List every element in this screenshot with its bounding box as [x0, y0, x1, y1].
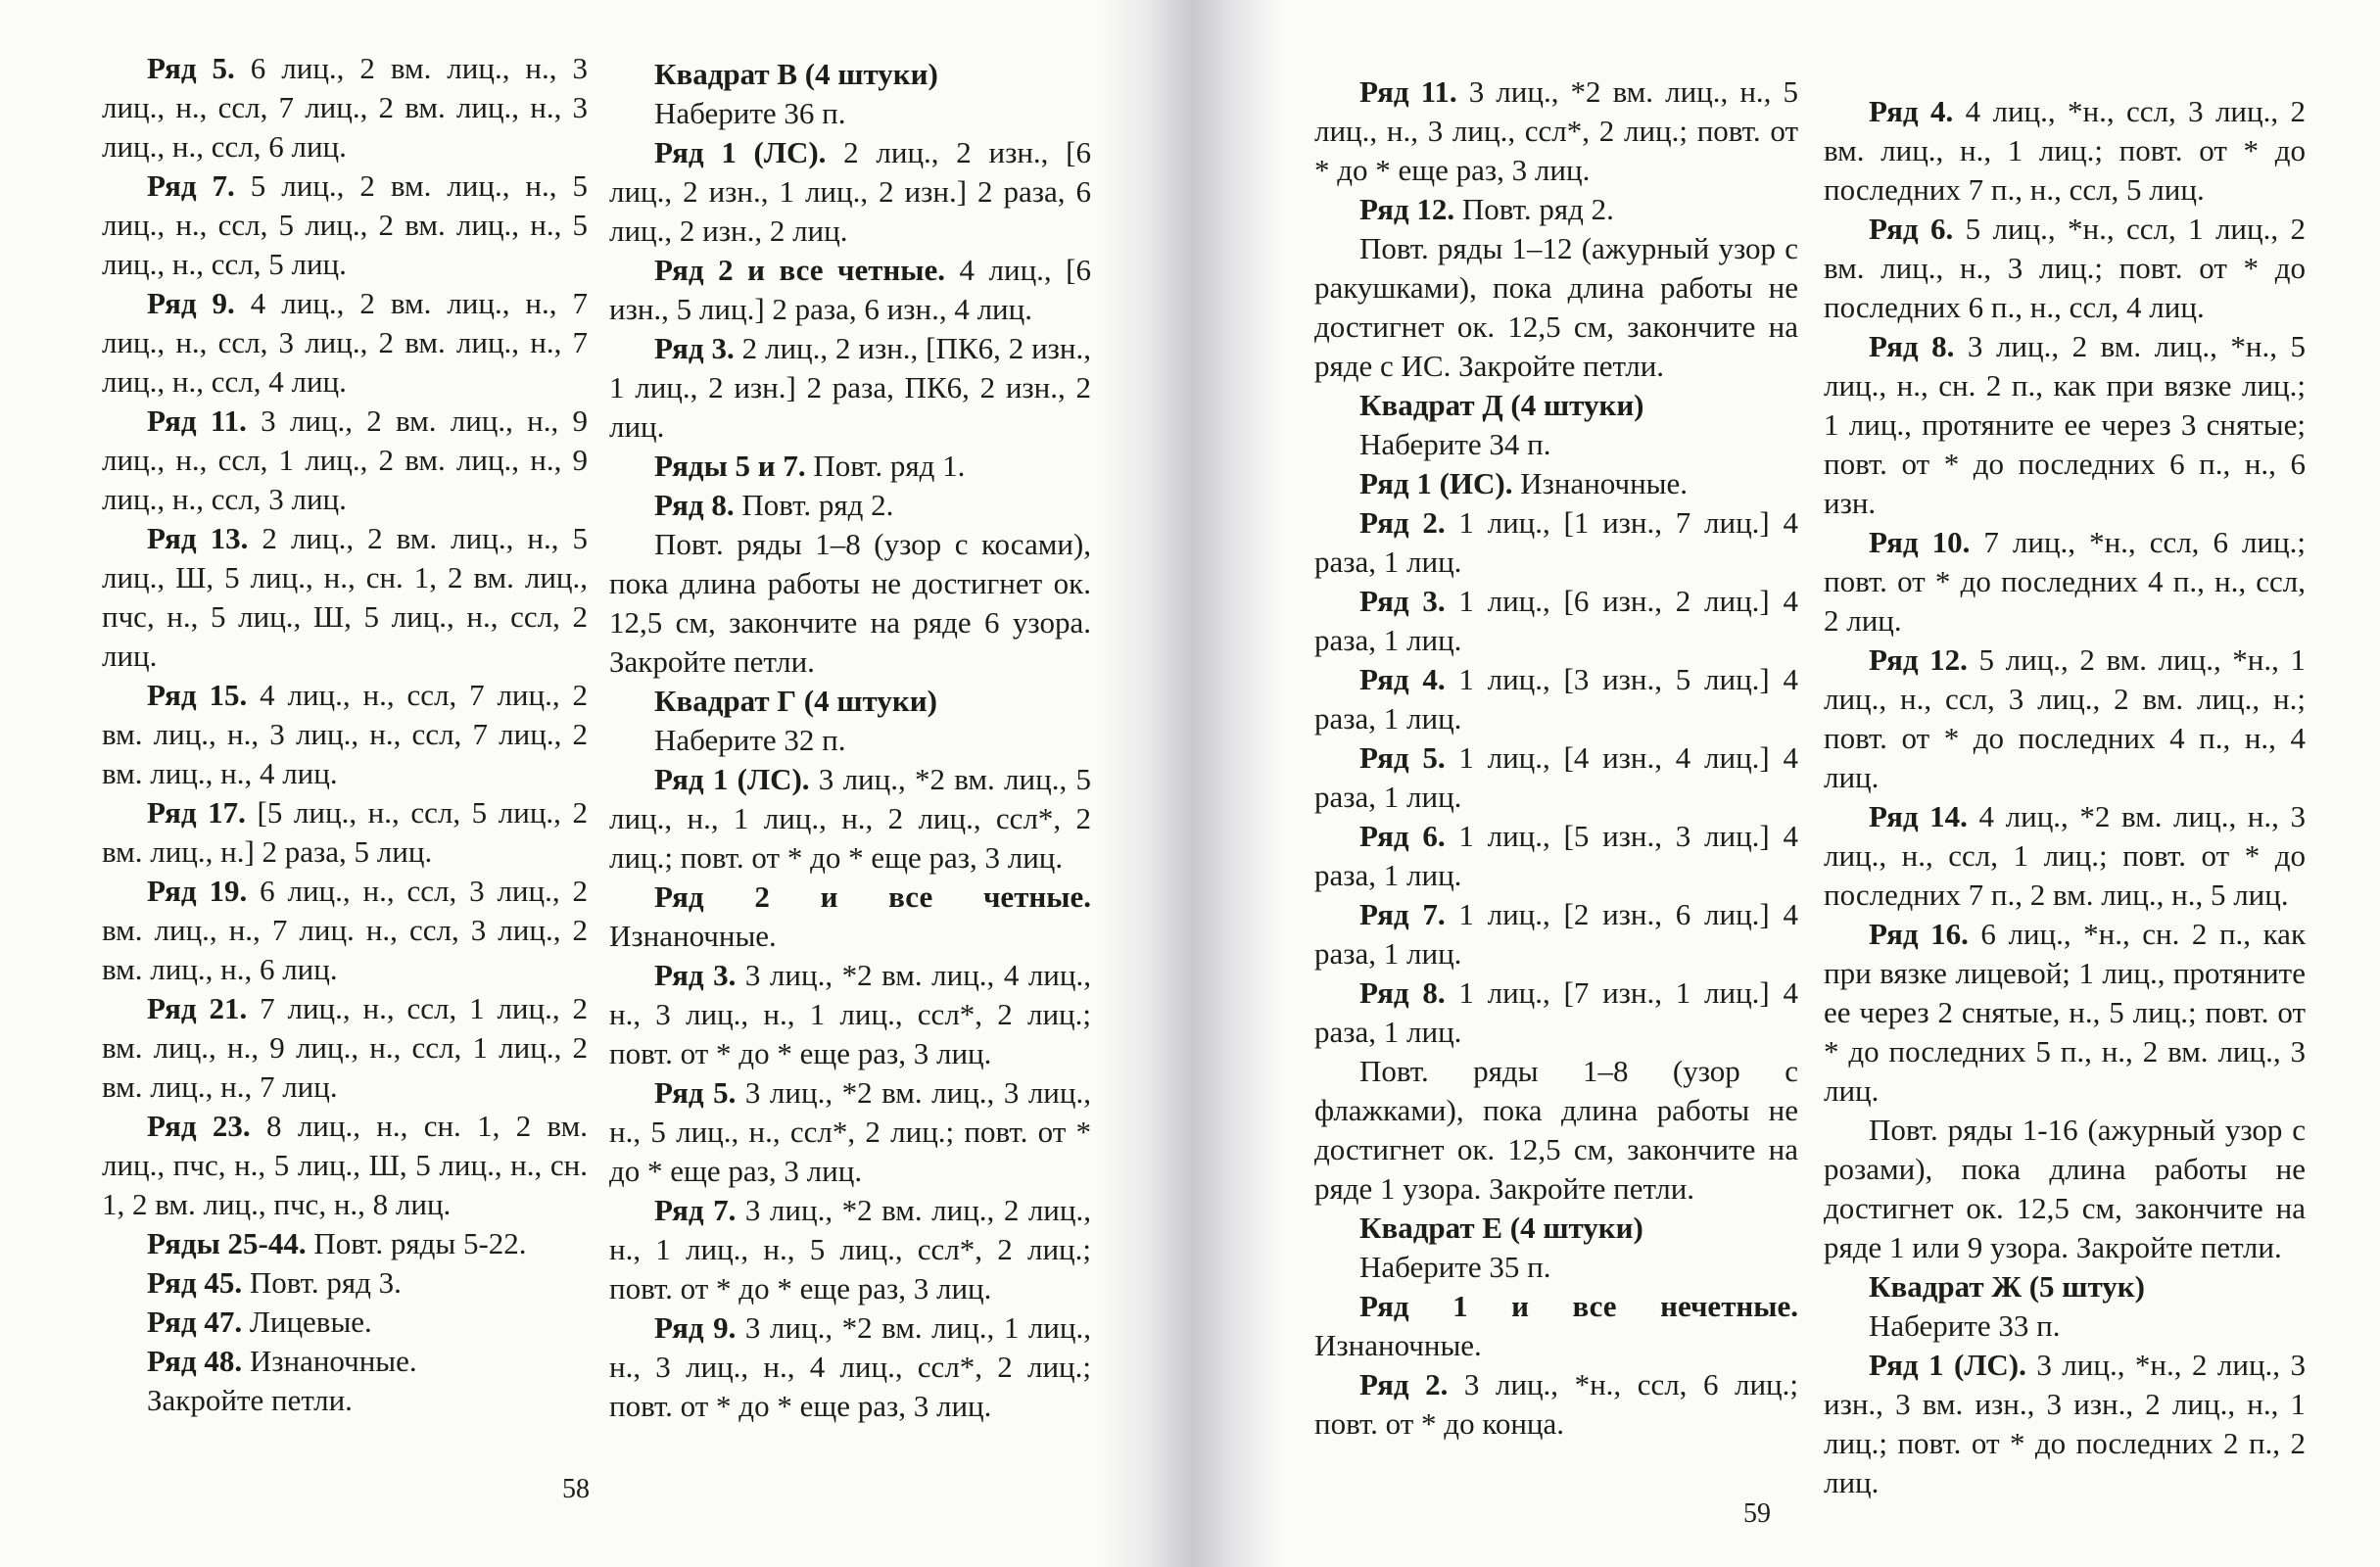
- pattern-row: [1824, 915, 2306, 1111]
- row-text: 3 лиц., *2 вм. лиц., 4 лиц., н., 3 лиц., н., 1 лиц., ссл*, 2 лиц.; повт. от * до * еще раз, 3 лиц.: [609, 958, 1091, 1070]
- left-page-column-2: [609, 55, 1091, 1426]
- row-label: Ряд 2.: [1359, 505, 1446, 540]
- row-text: Наберите 35 п.: [1359, 1250, 1551, 1284]
- row-label: Ряд 9.: [147, 286, 235, 320]
- pattern-row: [1314, 464, 1798, 503]
- row-label: Ряд 6.: [1359, 819, 1446, 853]
- row-text: Повт. ряды 1-16 (ажурный узор с розами), пока длина работы не достигнет ок. 12,5 см, закончите на ряде 1 или 9 узора. Закройте петли.: [1824, 1113, 2306, 1264]
- book-gutter: [1097, 0, 1283, 1567]
- pattern-row: [102, 402, 588, 519]
- paragraph: [102, 1381, 588, 1420]
- row-label: Ряд 16.: [1869, 917, 1969, 951]
- pattern-row: [102, 284, 588, 402]
- pattern-row: [609, 251, 1091, 329]
- row-text: 5 лиц., 2 вм. лиц., н., 5 лиц., н., ссл, 5 лиц., 2 вм. лиц., н., 5 лиц., н., ссл, 5 лиц.: [102, 168, 588, 281]
- row-label: Ряд 1 (ИС).: [1359, 466, 1513, 500]
- row-text: Повт. ряды 5-22.: [306, 1226, 527, 1260]
- pattern-row: [609, 133, 1091, 251]
- row-text: Повт. ряды 1–12 (ажурный узор с ракушками), пока длина работы не достигнет ок. 12,5 см, закончите на ряде с ИС. Закройте петли.: [1314, 231, 1798, 383]
- row-label: Ряды 25-44.: [147, 1226, 307, 1260]
- row-text: 3 лиц., *н., ссл, 6 лиц.; повт. от * до конца.: [1314, 1367, 1798, 1441]
- pattern-row: [102, 519, 588, 676]
- row-text: Повт. ряд 2.: [734, 488, 894, 522]
- row-label: Ряд 4.: [1359, 662, 1446, 696]
- paragraph: [1824, 1111, 2306, 1267]
- row-label: Ряд 17.: [147, 795, 246, 830]
- pattern-row: [1314, 973, 1798, 1052]
- paragraph: [1314, 1052, 1798, 1209]
- row-label: Ряд 47.: [147, 1305, 243, 1339]
- paragraph: [1314, 425, 1798, 464]
- pattern-row: [1824, 641, 2306, 797]
- row-text: Изнаночные.: [1314, 1328, 1482, 1362]
- row-label: Ряд 14.: [1869, 799, 1968, 833]
- row-text: 3 лиц., *2 вм. лиц., 2 лиц., н., 1 лиц., н., 5 лиц., ссл*, 2 лиц.; повт. от * до * еще раз, 3 лиц.: [609, 1193, 1091, 1306]
- row-text: Повт. ряды 1–8 (узор с косами), пока длина работы не достигнет ок. 12,5 см, закончите на ряде 6 узора. Закройте петли.: [609, 527, 1091, 679]
- section-heading: Квадрат Ж (5 штук): [1869, 1269, 2145, 1304]
- pattern-row: [609, 447, 1091, 486]
- pattern-row: [102, 1263, 588, 1303]
- row-text: Изнаночные.: [1512, 466, 1689, 500]
- pattern-row: [102, 676, 588, 793]
- page-number-left: 58: [562, 1474, 590, 1504]
- paragraph: [609, 94, 1091, 133]
- paragraph: [1314, 1248, 1798, 1287]
- pattern-row: [1314, 660, 1798, 738]
- row-text: 5 лиц., 2 вм. лиц., *н., 1 лиц., н., ссл, 3 лиц., 2 вм. лиц., н.; повт. от * до последних 4 п., н., 4 лиц.: [1824, 642, 2306, 794]
- row-text: 3 лиц., 2 вм. лиц., *н., 5 лиц., н., сн. 2 п., как при вязке лиц.; 1 лиц., протяните ее через 3 снятые; повт. от * до последних 6 п., н., 6 изн.: [1824, 329, 2306, 520]
- row-label: Ряд 13.: [147, 521, 249, 555]
- row-text: Наберите 33 п.: [1869, 1308, 2061, 1343]
- row-label: Ряд 19.: [147, 874, 248, 908]
- pattern-row: [609, 956, 1091, 1073]
- row-text: 2 лиц., 2 изн., [ПК6, 2 изн., 1 лиц., 2 изн.] 2 раза, ПК6, 2 изн., 2 лиц.: [609, 331, 1091, 444]
- row-text: 8 лиц., н., сн. 1, 2 вм. лиц., пчс, н., 5 лиц., Ш, 5 лиц., н., сн. 1, 2 вм. лиц., пчс, н., 8 лиц.: [102, 1109, 588, 1221]
- row-text: Изнаночные.: [609, 919, 777, 953]
- row-text: 5 лиц., *н., ссл, 1 лиц., 2 вм. лиц., н., 3 лиц.; повт. от * до последних 6 п., н., ссл, 4 лиц.: [1824, 212, 2306, 324]
- paragraph: [609, 525, 1091, 682]
- row-label: Ряд 5.: [1359, 740, 1446, 775]
- row-text: Наберите 36 п.: [654, 96, 846, 130]
- row-label: Ряд 1 (ЛС).: [654, 135, 827, 169]
- row-label: Ряд 1 (ЛС).: [654, 762, 810, 796]
- row-label: Ряд 7.: [147, 168, 235, 203]
- row-label: Ряд 1 (ЛС).: [1869, 1348, 2026, 1382]
- row-text: 2 лиц., 2 вм. лиц., н., 5 лиц., Ш, 5 лиц., н., сн. 1, 2 вм. лиц., пчс, н., 5 лиц., Ш, 5 лиц., н., ссл, 2 лиц.: [102, 521, 588, 673]
- row-text: 3 лиц., *н., 2 лиц., 3 изн., 3 вм. изн., 3 изн., 2 лиц., н., 1 лиц.; повт. от * до последних 2 п., 2 лиц.: [1824, 1348, 2306, 1499]
- row-label: Ряд 5.: [654, 1075, 737, 1110]
- left-page-column-1: [102, 49, 588, 1420]
- pattern-row: [1314, 738, 1798, 817]
- row-text: 1 лиц., [7 изн., 1 лиц.] 4 раза, 1 лиц.: [1314, 975, 1798, 1049]
- row-text: Наберите 34 п.: [1359, 427, 1551, 461]
- row-text: 6 лиц., н., ссл, 3 лиц., 2 вм. лиц., н., 7 лиц. н., ссл, 3 лиц., 2 вм. лиц., н., 6 лиц.: [102, 874, 588, 986]
- row-text: Лицевые.: [242, 1305, 372, 1339]
- row-text: 2 лиц., 2 изн., [6 лиц., 2 изн., 1 лиц., 2 изн.] 2 раза, 6 лиц., 2 изн., 2 лиц.: [609, 135, 1091, 248]
- pattern-row: [609, 486, 1091, 525]
- row-text: 4 лиц., н., ссл, 7 лиц., 2 вм. лиц., н., 3 лиц., н., ссл, 7 лиц., 2 вм. лиц., н., 4 лиц.: [102, 678, 588, 790]
- row-label: Ряд 3.: [654, 958, 737, 992]
- row-text: 3 лиц., *2 вм. лиц., 1 лиц., н., 3 лиц., н., 4 лиц., ссл*, 2 лиц.; повт. от * до * еще раз, 3 лиц.: [609, 1310, 1091, 1423]
- row-label: Ряд 4.: [1869, 94, 1954, 128]
- row-label: Ряд 12.: [1359, 192, 1455, 226]
- row-text: 6 лиц., 2 вм. лиц., н., 3 лиц., н., ссл, 7 лиц., 2 вм. лиц., н., 3 лиц., н., ссл, 6 лиц.: [102, 51, 588, 164]
- section-heading: Квадрат В (4 штуки): [654, 57, 938, 91]
- right-page-column-2: [1824, 92, 2306, 1502]
- pattern-row: [1824, 92, 2306, 210]
- paragraph: [1824, 1306, 2306, 1346]
- row-text: 3 лиц., *2 вм. лиц., 5 лиц., н., 1 лиц., н., 2 лиц., ссл*, 2 лиц.; повт. от * до * еще раз, 3 лиц.: [609, 762, 1091, 875]
- row-text: Повт. ряд 2.: [1454, 192, 1614, 226]
- section-heading: Квадрат Е (4 штуки): [1359, 1211, 1643, 1245]
- pattern-row: [102, 1224, 588, 1263]
- pattern-row: [102, 872, 588, 989]
- pattern-row: [1824, 523, 2306, 641]
- pattern-row: [102, 1107, 588, 1224]
- pattern-row: [609, 329, 1091, 447]
- row-text: Повт. ряд 3.: [242, 1265, 402, 1300]
- pattern-row: [609, 760, 1091, 878]
- row-label: Ряд 1 и все нечетные.: [1359, 1289, 1798, 1323]
- row-text: 4 лиц., [6 изн., 5 лиц.] 2 раза, 6 изн., 4 лиц.: [609, 253, 1091, 326]
- row-label: Ряд 11.: [1359, 74, 1457, 109]
- row-text: 7 лиц., н., ссл, 1 лиц., 2 вм. лиц., н., 9 лиц., н., ссл, 1 лиц., 2 вм. лиц., н., 7 лиц.: [102, 991, 588, 1104]
- row-label: Ряд 7.: [654, 1193, 737, 1227]
- pattern-row: [609, 1191, 1091, 1308]
- row-label: Ряд 21.: [147, 991, 248, 1025]
- row-label: Ряд 8.: [654, 488, 735, 522]
- paragraph: [1314, 229, 1798, 386]
- pattern-row: [1314, 72, 1798, 190]
- row-text: 4 лиц., *н., ссл, 3 лиц., 2 вм. лиц., н., 1 лиц.; повт. от * до последних 7 п., н., ссл, 5 лиц.: [1824, 94, 2306, 207]
- pattern-row: [1314, 503, 1798, 582]
- row-text: 4 лиц., *2 вм. лиц., н., 3 лиц., н., ссл, 1 лиц.; повт. от * до последних 7 п., 2 вм. лиц., н., 5 лиц.: [1824, 799, 2306, 912]
- right-page-column-1: [1314, 72, 1798, 1444]
- row-label: Ряд 15.: [147, 678, 248, 712]
- row-label: Ряд 2.: [1359, 1367, 1449, 1401]
- row-text: 1 лиц., [4 изн., 4 лиц.] 4 раза, 1 лиц.: [1314, 740, 1798, 814]
- row-label: Ряд 7.: [1359, 897, 1446, 931]
- pattern-row: [1314, 817, 1798, 895]
- row-label: Ряды 5 и 7.: [654, 449, 806, 483]
- pattern-row: [102, 1342, 588, 1381]
- row-text: Наберите 32 п.: [654, 723, 846, 757]
- section-heading: Квадрат Д (4 штуки): [1359, 388, 1644, 422]
- pattern-row: [102, 1303, 588, 1342]
- row-text: Повт. ряды 1–8 (узор с флажками), пока длина работы не достигнет ок. 12,5 см, закончите на ряде 1 узора. Закройте петли.: [1314, 1054, 1798, 1206]
- row-label: Ряд 3.: [1359, 584, 1446, 618]
- pattern-row: [1314, 190, 1798, 229]
- row-label: Ряд 2 и все четные.: [654, 253, 946, 287]
- right-page: [1244, 0, 2380, 1567]
- pattern-row: [102, 166, 588, 284]
- row-label: Ряд 5.: [147, 51, 235, 85]
- row-label: Ряд 6.: [1869, 212, 1954, 246]
- row-text: 4 лиц., 2 вм. лиц., н., 7 лиц., н., ссл, 3 лиц., 2 вм. лиц., н., 7 лиц., н., ссл, 4 лиц.: [102, 286, 588, 399]
- page-number-right: 59: [1743, 1498, 1771, 1529]
- pattern-row: [1824, 327, 2306, 523]
- paragraph: [609, 721, 1091, 760]
- row-text: 1 лиц., [6 изн., 2 лиц.] 4 раза, 1 лиц.: [1314, 584, 1798, 657]
- row-label: Ряд 3.: [654, 331, 735, 365]
- row-label: Ряд 23.: [147, 1109, 251, 1143]
- pattern-row: [609, 878, 1091, 956]
- row-text: 3 лиц., *2 вм. лиц., н., 5 лиц., н., 3 лиц., ссл*, 2 лиц.; повт. от * до * еще раз, 3 лиц.: [1314, 74, 1798, 187]
- row-label: Ряд 12.: [1869, 642, 1968, 677]
- row-text: 3 лиц., 2 вм. лиц., н., 9 лиц., н., ссл, 1 лиц., 2 вм. лиц., н., 9 лиц., н., ссл, 3 лиц.: [102, 404, 588, 516]
- row-label: Ряд 2 и все четные.: [654, 879, 1091, 914]
- row-text: 1 лиц., [5 изн., 3 лиц.] 4 раза, 1 лиц.: [1314, 819, 1798, 892]
- section-heading: Квадрат Г (4 штуки): [654, 684, 937, 718]
- row-text: Изнаночные.: [242, 1344, 417, 1378]
- row-text: 7 лиц., *н., ссл, 6 лиц.; повт. от * до последних 4 п., н., ссл, 2 лиц.: [1824, 525, 2306, 638]
- pattern-row: [1824, 797, 2306, 915]
- pattern-row: [1314, 895, 1798, 973]
- row-text: Повт. ряд 1.: [805, 449, 966, 483]
- row-text: 6 лиц., *н., сн. 2 п., как при вязке лицевой; 1 лиц., протяните ее через 2 снятые, н., 5 лиц.; повт. от * до последних 5 п., н., 2 вм. лиц., 3 лиц.: [1824, 917, 2307, 1108]
- left-page: [0, 0, 1136, 1567]
- row-label: Ряд 8.: [1869, 329, 1955, 363]
- row-text: 1 лиц., [2 изн., 6 лиц.] 4 раза, 1 лиц.: [1314, 897, 1798, 971]
- row-text: 1 лиц., [1 изн., 7 лиц.] 4 раза, 1 лиц.: [1314, 505, 1798, 579]
- row-text: [5 лиц., н., ссл, 5 лиц., 2 вм. лиц., н.] 2 раза, 5 лиц.: [102, 795, 589, 869]
- row-label: Ряд 9.: [654, 1310, 737, 1345]
- row-label: Ряд 8.: [1359, 975, 1446, 1010]
- pattern-row: [1314, 1365, 1798, 1444]
- pattern-row: [609, 1308, 1091, 1426]
- pattern-row: [1824, 210, 2306, 327]
- row-text: 3 лиц., *2 вм. лиц., 3 лиц., н., 5 лиц., н., ссл*, 2 лиц.; повт. от * до * еще раз, 3 лиц.: [609, 1075, 1091, 1188]
- pattern-row: [102, 989, 588, 1107]
- pattern-row: [102, 793, 588, 872]
- row-label: Ряд 48.: [147, 1344, 243, 1378]
- pattern-row: [1314, 1287, 1798, 1365]
- row-text: Закройте петли.: [147, 1383, 353, 1417]
- pattern-row: [1824, 1346, 2306, 1502]
- row-label: Ряд 10.: [1869, 525, 1971, 559]
- row-text: 1 лиц., [3 изн., 5 лиц.] 4 раза, 1 лиц.: [1314, 662, 1798, 736]
- pattern-row: [609, 1073, 1091, 1191]
- row-label: Ряд 11.: [147, 404, 247, 438]
- pattern-row: [102, 49, 588, 166]
- row-label: Ряд 45.: [147, 1265, 243, 1300]
- pattern-row: [1314, 582, 1798, 660]
